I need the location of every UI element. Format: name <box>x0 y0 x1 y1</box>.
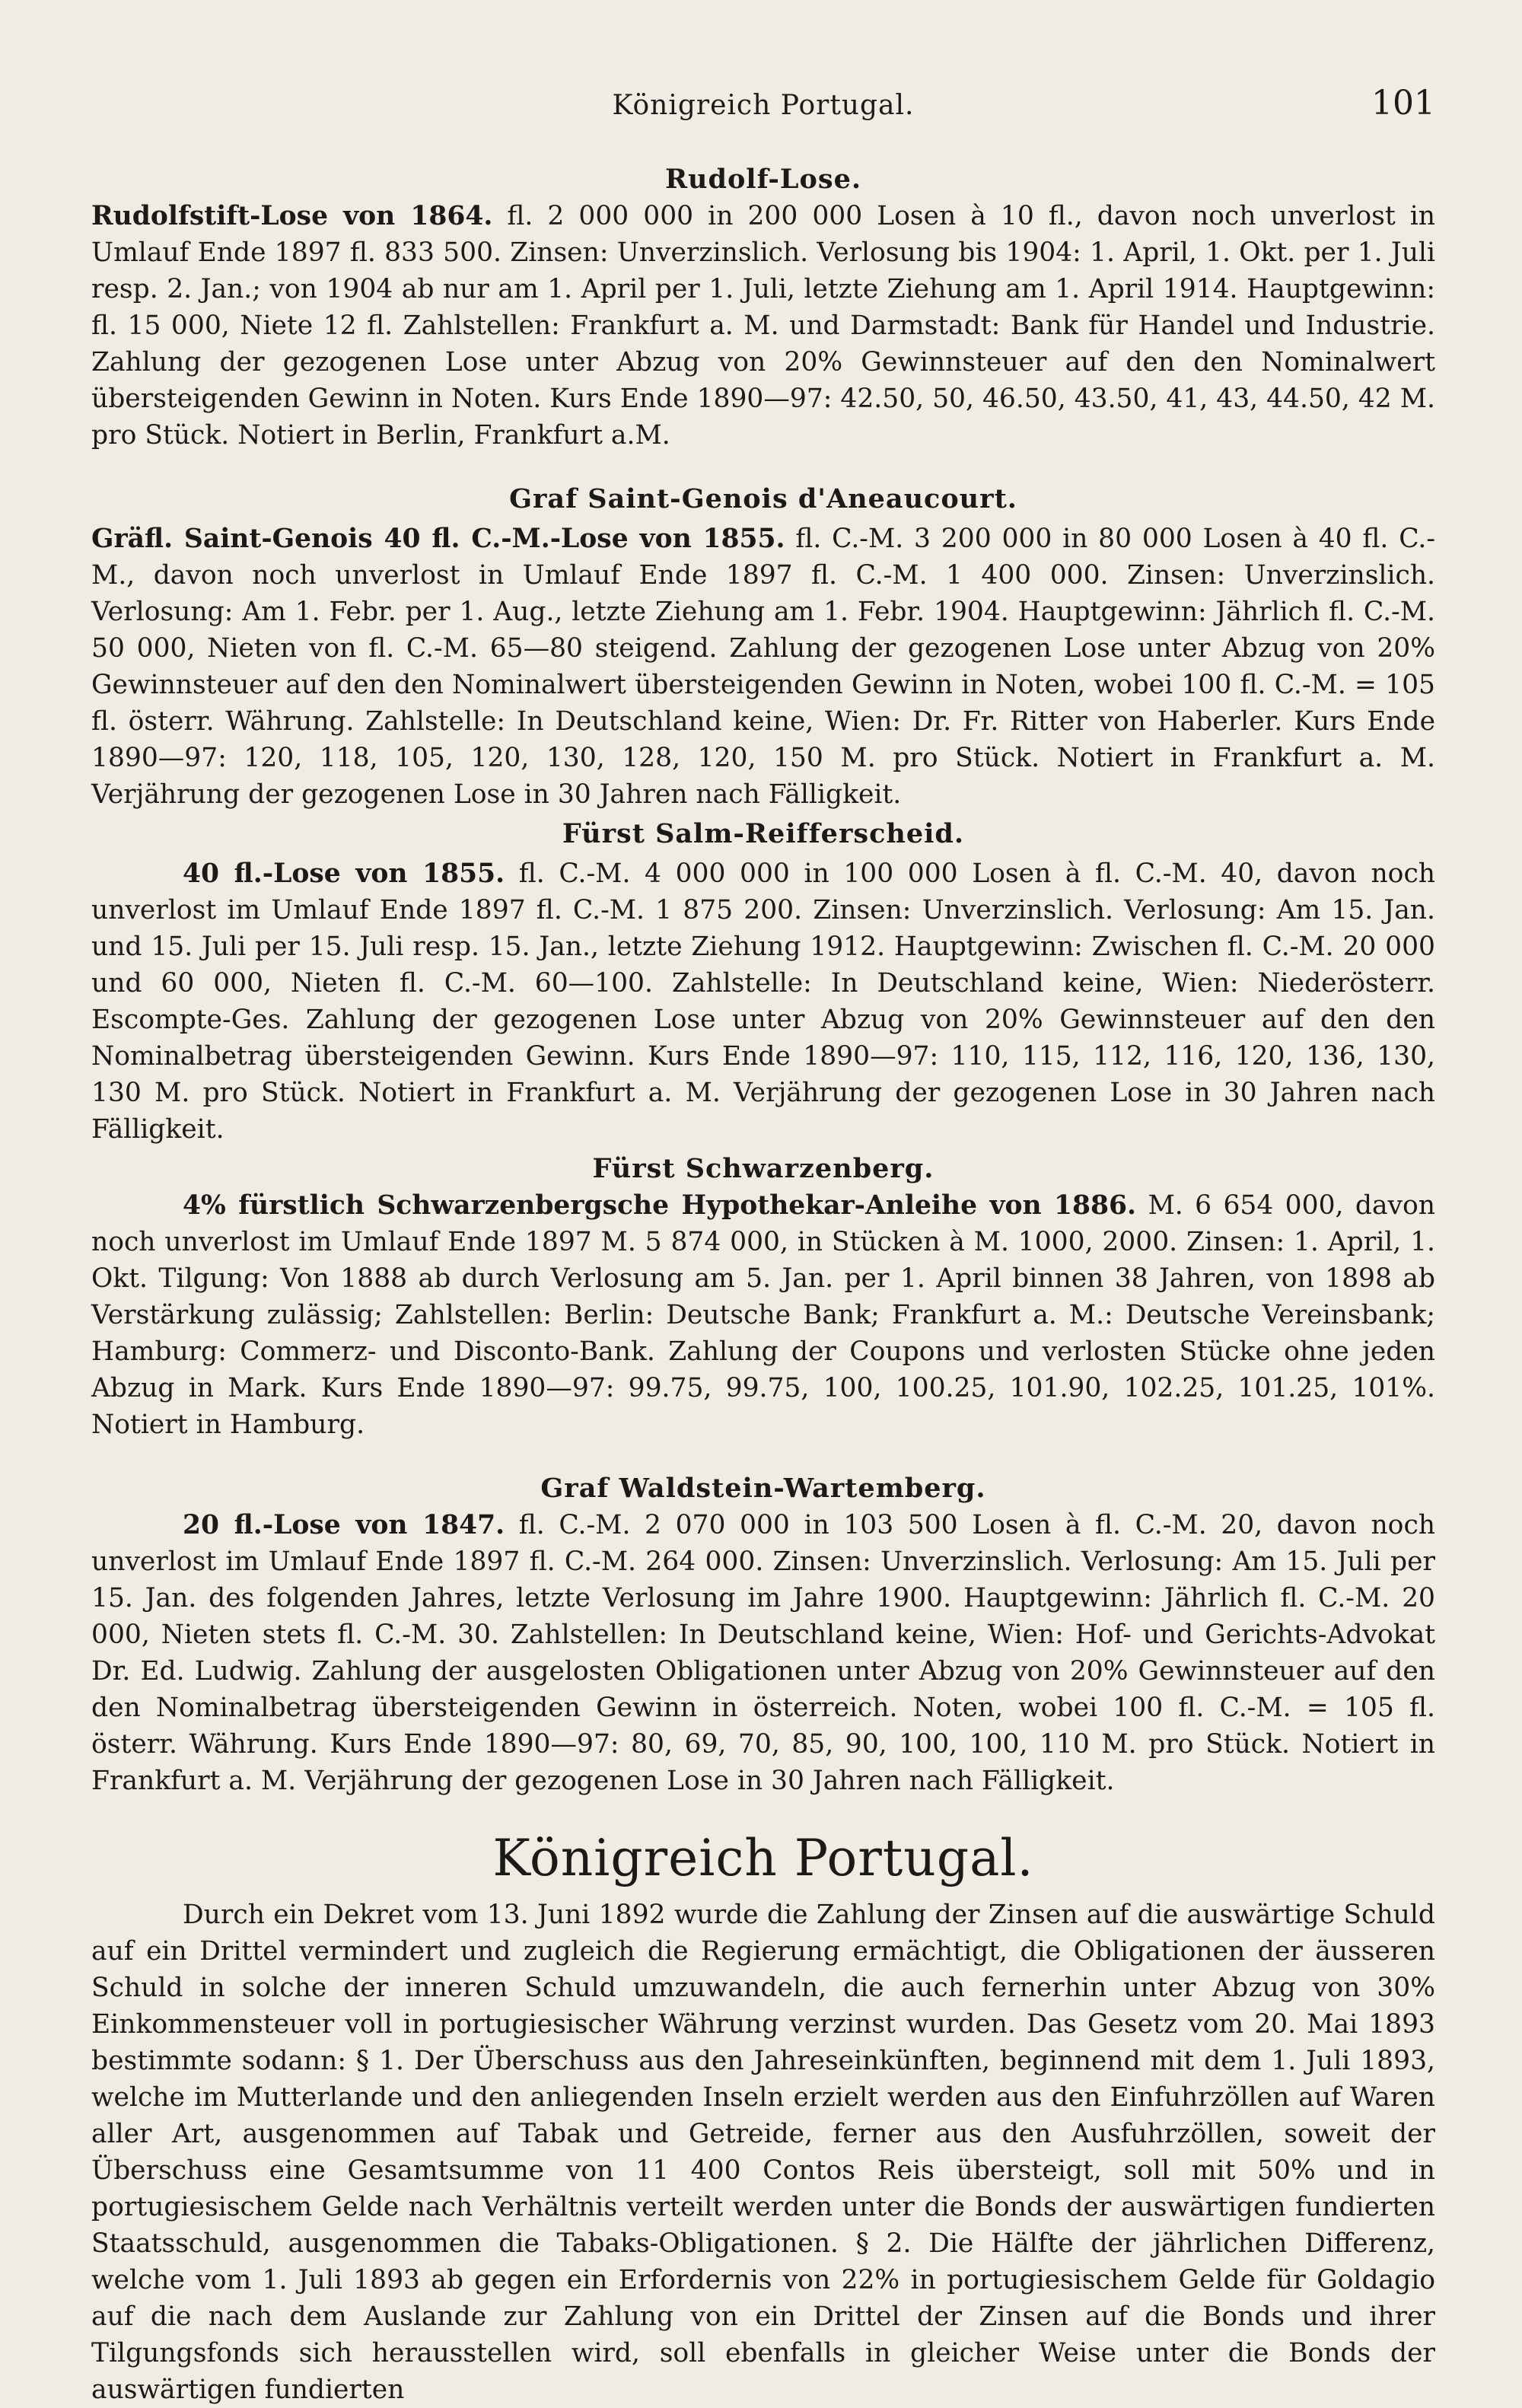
section-title: Fürst Schwarzenberg. <box>592 1153 935 1184</box>
page-content <box>91 161 1435 2408</box>
entry-lead: Gräfl. Saint-Genois 40 fl. C.-M.-Lose von 1855. <box>91 524 785 554</box>
entry-body: M. 6 654 000, davon noch unverlost im Umlauf Ende 1897 M. 5 874 000, in Stücken à M. 1000, 2000. Zinsen: 1. April, 1. Okt. Tilgung: Von 1888 ab durch Verlosung am 5. Jan. per 1. April binnen 38 Jahren, von 1898 ab Verstärkung zulässig; Zahlstellen: Berlin: Deutsche Bank; Frankfurt a. M.: Deutsche Vereinsbank; Hamburg: Commerz- und Disconto-Bank. Zahlung der Coupons und verlosten Stücke ohne jeden Abzug in Mark. Kurs Ende 1890—97: 99.75, 99.75, 100, 100.25, 101.90, 102.25, 101.25, 101%. Notiert in Hamburg. <box>91 1190 1436 1440</box>
entry-lead: 4% fürstlich Schwarzenbergsche Hypothekar-Anleihe von 1886. <box>183 1190 1137 1221</box>
section-paragraph <box>91 198 1435 454</box>
section-salm-reifferscheid <box>91 816 1435 1148</box>
section-rudolf-lose <box>91 161 1435 454</box>
section-paragraph <box>91 855 1435 1148</box>
section-waldstein-wartemberg <box>91 1470 1435 1799</box>
section-paragraph <box>91 521 1435 813</box>
entry-body: fl. 2 000 000 in 200 000 Losen à 10 fl., davon noch unverlost in Umlauf Ende 1897 fl. 833 500. Zinsen: Unverzinslich. Verlosung bis 1904: 1. April, 1. Okt. per 1. Juli resp. 2. Jan.; von 1904 ab nur am 1. April per 1. Juli, letzte Ziehung am 1. April 1914. Hauptgewinn: fl. 15 000, Niete 12 fl. Zahlstellen: Frankfurt a. M. und Darmstadt: Bank für Handel und Industrie. Zahlung der gezogenen Lose unter Abzug von 20% Gewinnsteuer auf den den Nominalwert übersteigenden Gewinn in Noten. Kurs Ende 1890—97: 42.50, 50, 46.50, 43.50, 41, 43, 44.50, 42 M. pro Stück. Notiert in Berlin, Frankfurt a.M. <box>91 201 1435 451</box>
chapter-paragraph: Durch ein Dekret vom 13. Juni 1892 wurde die Zahlung der Zinsen auf die auswärtige Schuld auf ein Drittel vermindert und zugleich die Regierung ermächtigt, die Obligationen der äusseren Schuld in solche der inneren Schuld umzuwandeln, die auch fernerhin unter Abzug von 30% Einkommensteuer voll in portugiesischer Währung verzinst wurden. Das Gesetz vom 20. Mai 1893 bestimmte sodann: § 1. Der Überschuss aus den Jahreseinkünften, beginnend mit dem 1. Juli 1893, welche im Mutterlande und den anliegenden Inseln erzielt werden aus den Einfuhrzöllen auf Waren aller Art, ausgenommen auf Tabak und Getreide, ferner aus den Ausfuhrzöllen, soweit der Überschuss eine Gesamtsumme von 11 400 Contos Reis übersteigt, soll mit 50% und in portugiesischem Gelde nach Verhältnis verteilt werden unter die Bonds der auswärtigen fundierten Staatsschuld, ausgenommen die Tabaks-Obligationen. § 2. Die Hälfte der jährlichen Differenz, welche vom 1. Juli 1893 ab gegen ein Erfordernis von 22% in portugiesischem Gelde für Goldagio auf die nach dem Auslande zur Zahlung von ein Drittel der Zinsen auf die Bonds und ihrer Tilgungsfonds sich herausstellen wird, soll ebenfalls in gleicher Weise unter die Bonds der auswärtigen fundierten <box>91 1900 1435 2405</box>
entry-body: fl. C.-M. 4 000 000 in 100 000 Losen à fl. C.-M. 40, davon noch unverlost im Umlauf Ende 1897 fl. C.-M. 1 875 200. Zinsen: Unverzinslich. Verlosung: Am 15. Jan. und 15. Juli per 15. Juli resp. 15. Jan., letzte Ziehung 1912. Hauptgewinn: Zwischen fl. C.-M. 20 000 und 60 000, Nieten fl. C.-M. 60—100. Zahlstelle: In Deutschland keine, Wien: Niederösterr. Escompte-Ges. Zahlung der gezogenen Lose unter Abzug von 20% Gewinnsteuer auf den den Nominalbetrag übersteigenden Gewinn. Kurs Ende 1890—97: 110, 115, 112, 116, 120, 136, 130, 130 M. pro Stück. Notiert in Frankfurt a. M. Verjährung der gezogenen Lose in 30 Jahren nach Fälligkeit. <box>91 858 1435 1145</box>
entry-lead: Rudolfstift-Lose von 1864. <box>91 201 493 231</box>
entry-lead: 20 fl.-Lose von 1847. <box>183 1510 505 1540</box>
section-title: Rudolf-Lose. <box>664 164 862 195</box>
section-saint-genois <box>91 481 1435 813</box>
section-title: Graf Saint-Genois d'Aneaucourt. <box>509 483 1017 514</box>
section-paragraph <box>91 1507 1435 1799</box>
section-title: Graf Waldstein-Wartemberg. <box>540 1473 986 1504</box>
running-title: Königreich Portugal. <box>612 90 915 121</box>
section-schwarzenberg <box>91 1151 1435 1443</box>
entry-body: fl. C.-M. 2 070 000 in 103 500 Losen à fl. C.-M. 20, davon noch unverlost im Umlauf Ende 1897 fl. C.-M. 264 000. Zinsen: Unverzinslich. Verlosung: Am 15. Juli per 15. Jan. des folgenden Jahres, letzte Verlosung im Jahre 1900. Hauptgewinn: Jährlich fl. C.-M. 20 000, Nieten stets fl. C.-M. 30. Zahlstellen: In Deutschland keine, Wien: Hof- und Gerichts-Advokat Dr. Ed. Ludwig. Zahlung der ausgelosten Obligationen unter Abzug von 20% Gewinnsteuer auf den den Nominalbetrag übersteigenden Gewinn in österreich. Noten, wobei 100 fl. C.-M. = 105 fl. österr. Währung. Kurs Ende 1890—97: 80, 69, 70, 85, 90, 100, 100, 110 M. pro Stück. Notiert in Frankfurt a. M. Verjährung der gezogenen Lose in 30 Jahren nach Fälligkeit. <box>91 1510 1435 1796</box>
running-header <box>91 84 1435 129</box>
entry-lead: 40 fl.-Lose von 1855. <box>183 858 505 889</box>
page-number: 101 <box>1371 84 1435 123</box>
entry-body: fl. C.-M. 3 200 000 in 80 000 Losen à 40 fl. C.-M., davon noch unverlost in Umlauf Ende 1897 fl. C.-M. 1 400 000. Zinsen: Unverzinslich. Verlosung: Am 1. Febr. per 1. Aug., letzte Ziehung am 1. Febr. 1904. Hauptgewinn: Jährlich fl. C.-M. 50 000, Nieten von fl. C.-M. 65—80 steigend. Zahlung der gezogenen Lose unter Abzug von 20% Gewinnsteuer auf den den Nominalwert übersteigenden Gewinn in Noten, wobei 100 fl. C.-M. = 105 fl. österr. Währung. Zahlstelle: In Deutschland keine, Wien: Dr. Fr. Ritter von Haberler. Kurs Ende 1890—97: 120, 118, 105, 120, 130, 128, 120, 150 M. pro Stück. Notiert in Frankfurt a. M. Verjährung der gezogenen Lose in 30 Jahren nach Fälligkeit. <box>91 524 1435 810</box>
document-page <box>91 0 1436 2405</box>
chapter-title: Königreich Portugal. <box>492 1829 1034 1887</box>
section-title: Fürst Salm-Reifferscheid. <box>562 818 965 849</box>
section-paragraph <box>91 1187 1435 1443</box>
